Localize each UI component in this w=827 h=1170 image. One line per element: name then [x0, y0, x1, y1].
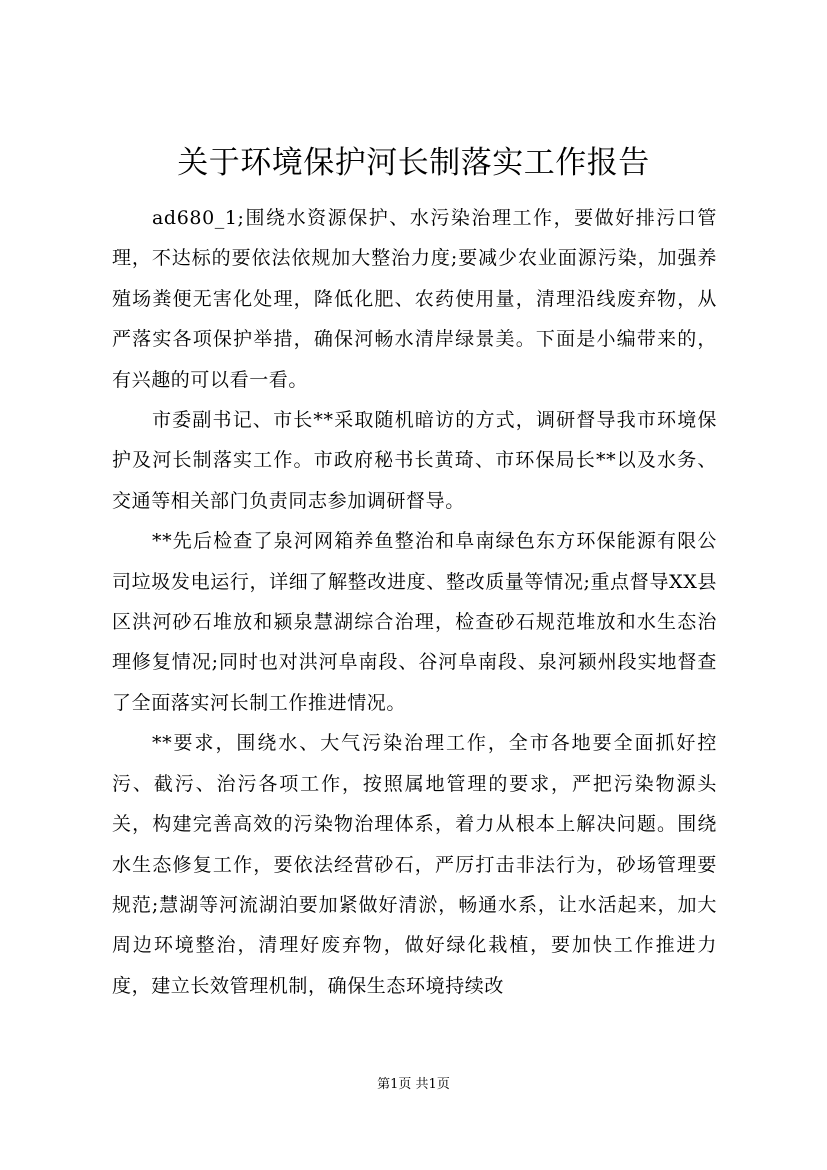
paragraph-checks: **先后检查了泉河网箱养鱼整治和阜南绿色东方环保能源有限公司垃圾发电运行，详细了解整改进度、整改质量等情况;重点督导XX县区洪河砂石堆放和颍泉慧湖综合治理，检查砂石规范堆放和水生态治理修复情况;同时也对洪河阜南段、谷河阜南段、泉河颍州段实地督查了全面落实河长制工作推进情况。 — [112, 530, 717, 714]
document-title: 关于环境保护河长制落实工作报告 — [177, 145, 650, 181]
paragraph-requirements: **要求，围绕水、大气污染治理工作，全市各地要全面抓好控污、截污、治污各项工作，按照属地管理的要求，严把污染物源头关，构建完善高效的污染物治理体系，着力从根本上解决问题。围绕水生态修复工作，要依法经营砂石，严厉打击非法行为，砂场管理要规范;慧湖等河流湖泊要加紧做好清淤，畅通水系，让水活起来，加大周边环境整治，清理好废弃物，做好绿化栽植，要加快工作推进力度，建立长效管理机制，确保生态环境持续改 — [112, 732, 717, 997]
paragraph-inspection: 市委副书记、市长**采取随机暗访的方式，调研督导我市环境保护及河长制落实工作。市政府秘书长黄琦、市环保局长**以及水务、交通等相关部门负责同志参加调研督导。 — [112, 409, 717, 512]
paragraph-intro: ad680_1;围绕水资源保护、水污染治理工作，要做好排污口管理，不达标的要依法依规加大整治力度;要减少农业面源污染，加强养殖场粪便无害化处理，降低化肥、农药使用量，清理沿线废弃物，从严落实各项保护举措，确保河畅水清岸绿景美。下面是小编带来的，有兴趣的可以看一看。 — [112, 207, 717, 391]
document-body — [112, 198, 717, 1006]
page-number-footer: 第1页 共1页 — [377, 1077, 450, 1092]
